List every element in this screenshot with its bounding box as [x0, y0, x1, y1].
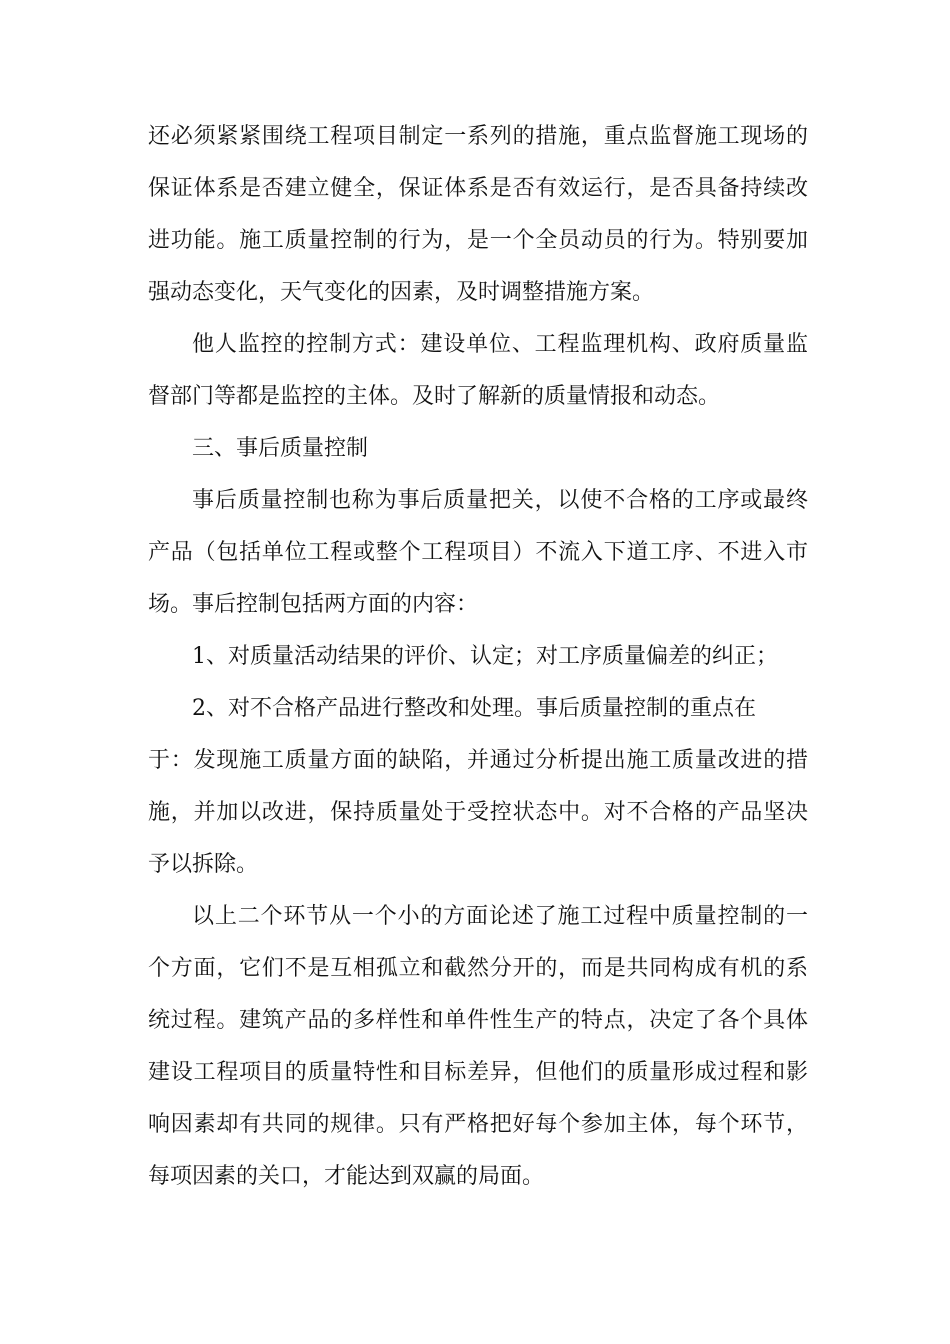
text-line: 他人监控的控制方式：建设单位、工程监理机构、政府质量监: [192, 332, 808, 357]
text-line: 响因素却有共同的规律。只有严格把好每个参加主体，每个环节，: [148, 1112, 808, 1137]
section-heading: 三、事后质量控制: [192, 436, 369, 461]
list-item: 2、对不合格产品进行整改和处理。事后质量控制的重点在: [192, 696, 756, 721]
text-line: 督部门等都是监控的主体。及时了解新的质量情报和动态。: [148, 384, 721, 409]
list-item: 1、对质量活动结果的评价、认定；对工序质量偏差的纠正；: [192, 644, 778, 669]
text-line: 于：发现施工质量方面的缺陷，并通过分析提出施工质量改进的措: [148, 748, 808, 773]
text-line: 以上二个环节从一个小的方面论述了施工过程中质量控制的一: [192, 904, 808, 929]
text-line: 施，并加以改进，保持质量处于受控状态中。对不合格的产品坚决: [148, 800, 808, 825]
text-line: 保证体系是否建立健全，保证体系是否有效运行，是否具备持续改: [148, 176, 808, 201]
text-line: 还必须紧紧围绕工程项目制定一系列的措施，重点监督施工现场的: [148, 124, 808, 149]
text-line: 强动态变化，天气变化的因素，及时调整措施方案。: [148, 280, 655, 305]
text-line: 产品（包括单位工程或整个工程项目）不流入下道工序、不进入市: [148, 540, 808, 565]
text-line: 进功能。施工质量控制的行为，是一个全员动员的行为。特别要加: [148, 228, 808, 253]
text-line: 每项因素的关口，才能达到双赢的局面。: [148, 1164, 545, 1189]
text-line: 事后质量控制也称为事后质量把关，以使不合格的工序或最终: [192, 488, 808, 513]
text-line: 个方面，它们不是互相孤立和截然分开的，而是共同构成有机的系: [148, 956, 808, 981]
text-line: 建设工程项目的质量特性和目标差异，但他们的质量形成过程和影: [148, 1060, 808, 1085]
text-line: 予以拆除。: [148, 852, 259, 877]
text-line: 统过程。建筑产品的多样性和单件性生产的特点，决定了各个具体: [148, 1008, 808, 1033]
text-line: 场。事后控制包括两方面的内容：: [148, 592, 479, 617]
